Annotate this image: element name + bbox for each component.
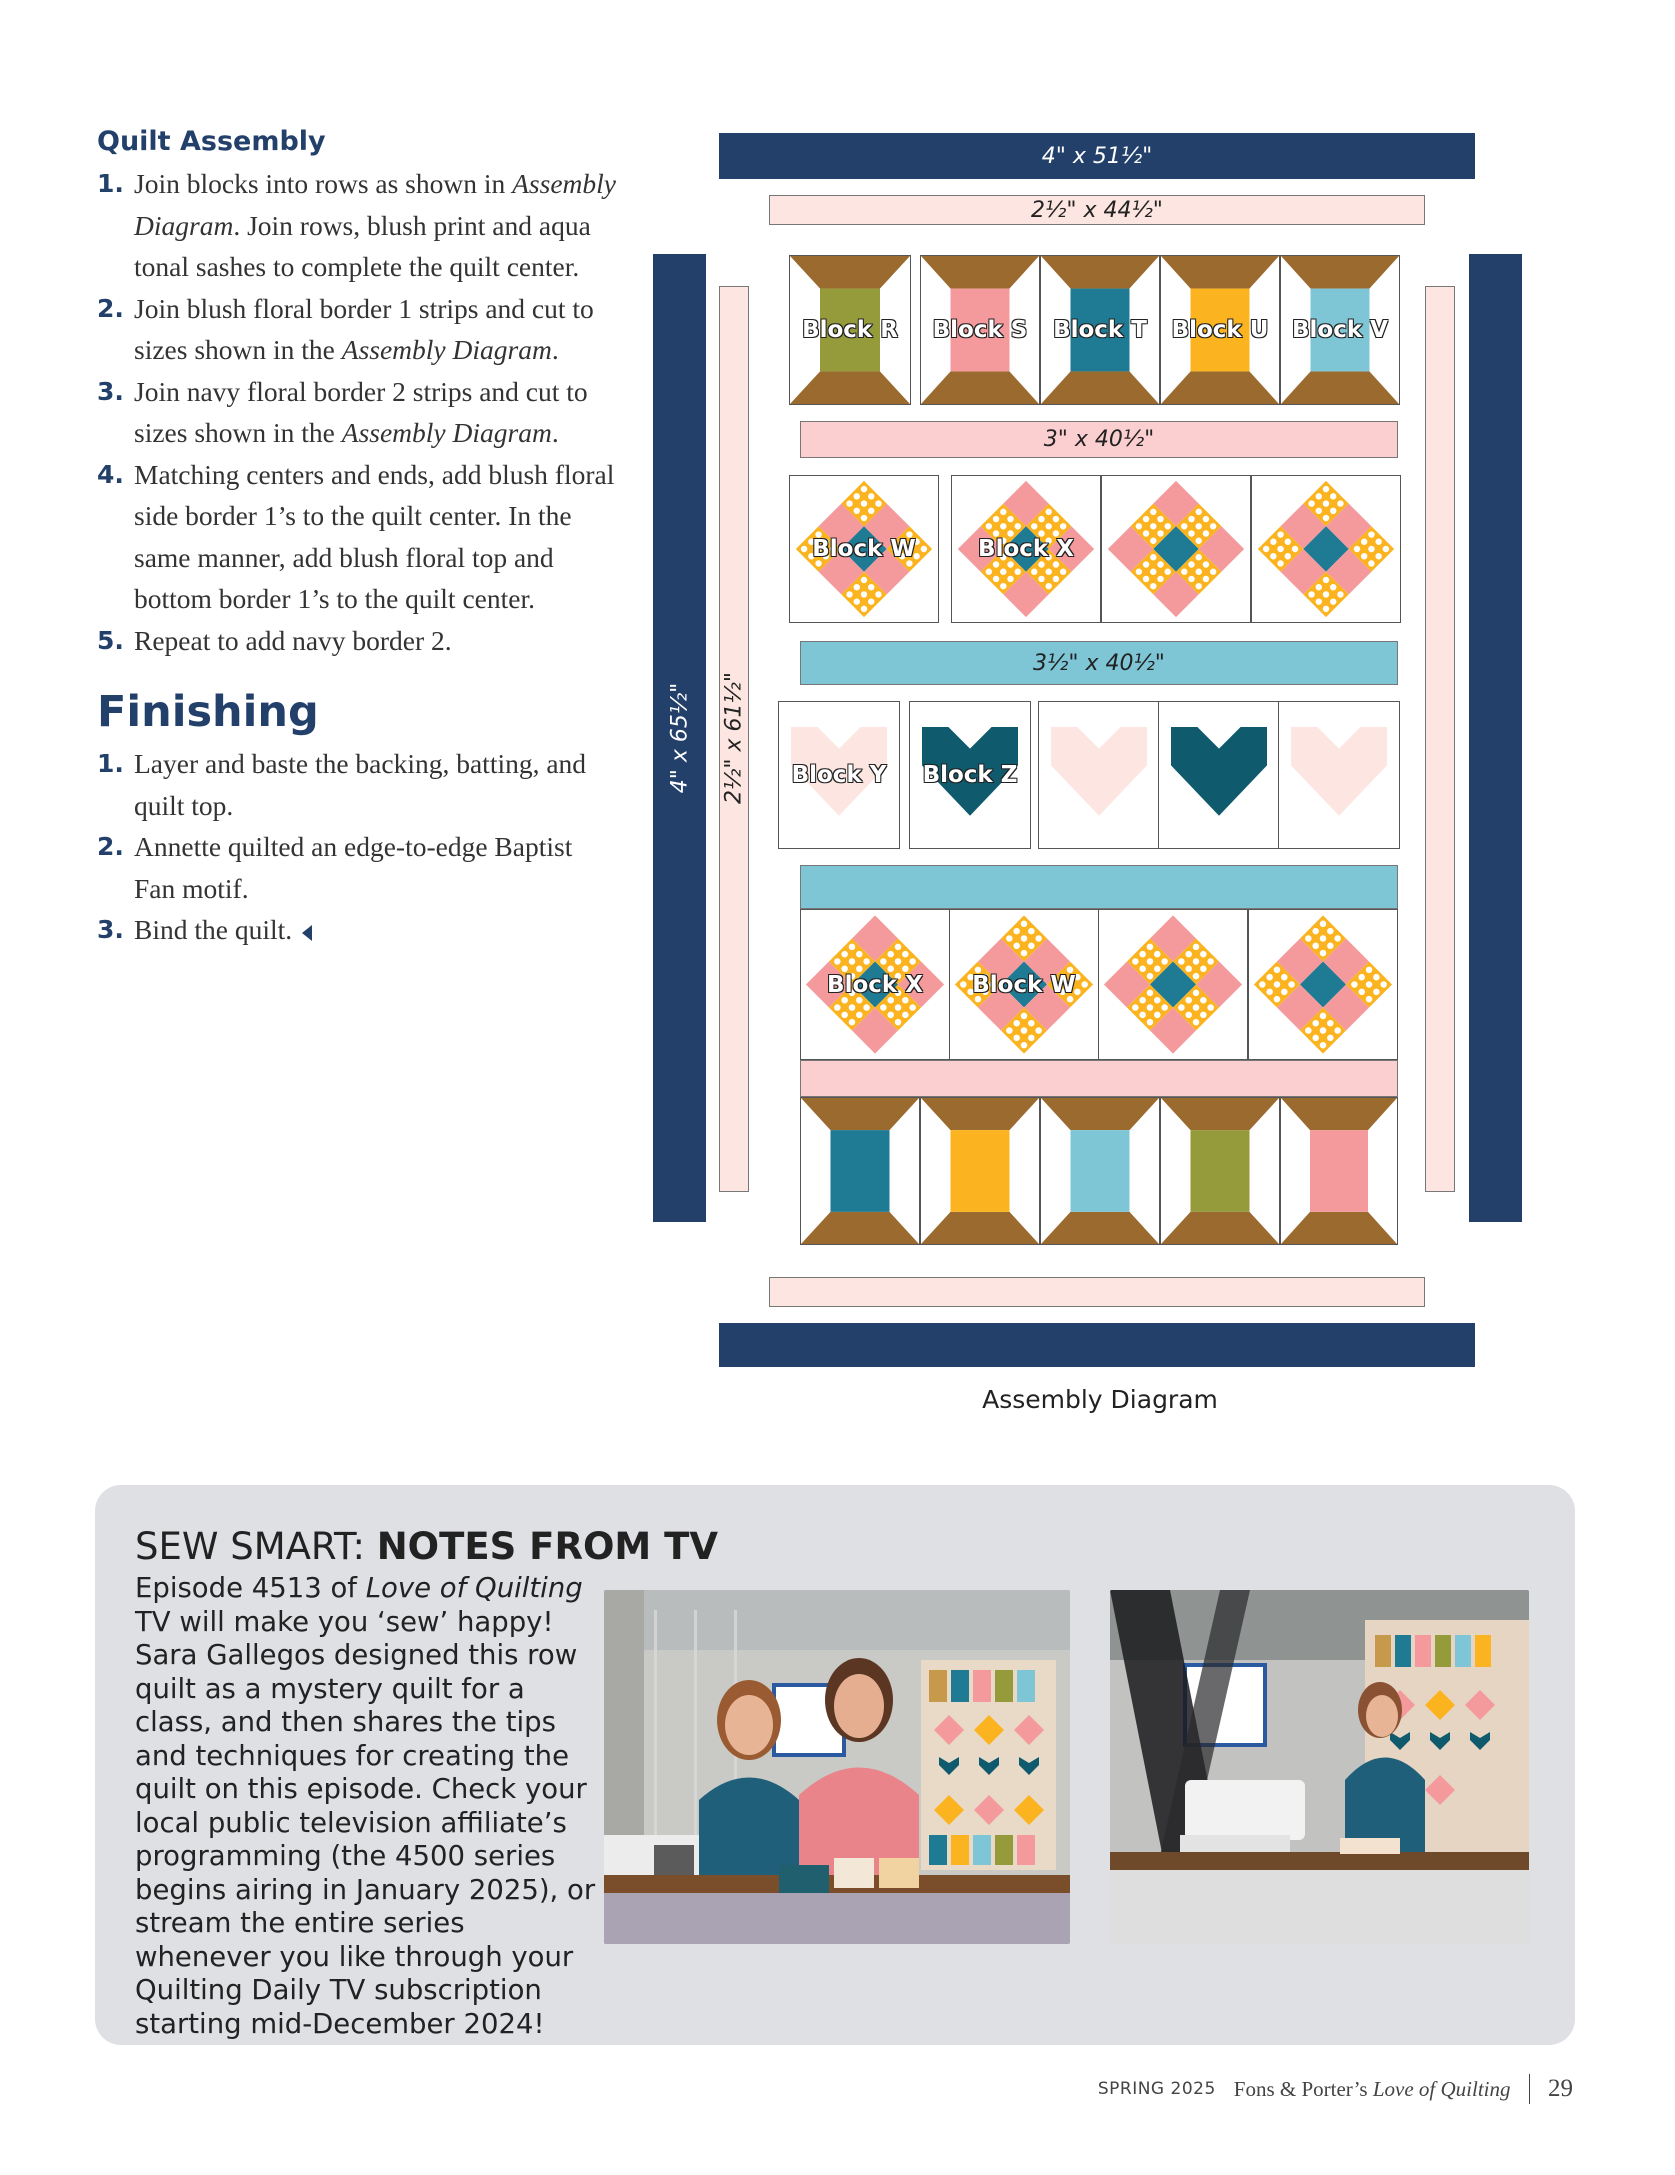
pink-sash-2: [800, 1060, 1398, 1097]
page-number: 29: [1548, 2075, 1573, 2102]
spool-block: [789, 255, 911, 405]
block-label: Block Y: [791, 762, 887, 788]
heart-block: [1038, 701, 1160, 849]
footer-magazine-title: Love of Quilting: [1372, 2076, 1511, 2101]
tv-studio-photo-sewing: [1110, 1590, 1529, 1944]
step-text: Annette quilted an edge-to-edge Baptist Fan motif.: [134, 831, 573, 904]
assembly-diagram: [650, 133, 1500, 1428]
footer-magazine-pre: Fons & Porter’s: [1233, 2076, 1373, 2101]
spool-block: [920, 255, 1040, 405]
quilt-assembly-heading: Quilt Assembly: [97, 126, 326, 157]
heart-block: [909, 701, 1031, 849]
block-label: Block W: [812, 536, 916, 562]
step-text: .: [551, 334, 559, 365]
aqua-sash-1: [800, 641, 1398, 685]
step-text: Assembly Diagram: [341, 334, 552, 365]
assembly-step: [97, 163, 617, 288]
step-number: 1.: [97, 169, 124, 198]
heart-block: [1158, 701, 1280, 849]
nine-patch-diamond-block: [789, 475, 939, 623]
spool-block: [1160, 255, 1280, 405]
step-text: Assembly Diagram: [134, 168, 616, 241]
footer-season: SPRING 2025: [1097, 2079, 1216, 2099]
nine-patch-diamond-block: [949, 909, 1099, 1060]
blush-bottom-border: [769, 1277, 1425, 1307]
spool-block: [1160, 1097, 1280, 1245]
spool-block: [1280, 1097, 1398, 1245]
sew-body-post: TV will make you ‘sew’ happy! Sara Gallegos designed this row quilt as a mystery quilt for a class, and then shares the tips and techniques for creating the quilt on this episode. Check your local public television affiliate’s programming (the 4500 series begins airing in January 2025), or stream the entire series whenever you like through your Quilting Daily TV subscription starting mid-December 2024!: [135, 1605, 596, 2040]
finishing-heading: Finishing: [97, 687, 319, 737]
aqua-sash-label: 3½" x 40½": [1033, 650, 1165, 676]
sew-smart-title-bold: NOTES FROM TV: [376, 1525, 718, 1568]
nine-patch-diamond-block: [1098, 909, 1248, 1060]
spool-block: [800, 1097, 920, 1245]
navy-top-border: [719, 133, 1475, 179]
step-number: 2.: [97, 832, 124, 861]
sew-body-pre: Episode 4513 of: [135, 1572, 366, 1604]
tv-studio-photo-hosts: [604, 1590, 1070, 1944]
heart-block: [1278, 701, 1400, 849]
block-label: Block Z: [922, 762, 1018, 788]
step-text: Join blush floral border 1 strips and cut to sizes shown in the: [134, 292, 594, 365]
navy-side-label: 4" x 65½": [667, 682, 693, 794]
step-text: .: [551, 417, 559, 448]
page-footer: [1098, 2072, 1573, 2106]
block-label: Block V: [1292, 317, 1388, 343]
block-label: Block W: [972, 971, 1076, 998]
spool-block: [1280, 255, 1400, 405]
finishing-step: [97, 826, 617, 909]
finishing-step: [97, 909, 617, 951]
heart-block: [778, 701, 900, 849]
tv-studio-photo-hosts-image: [604, 1590, 1070, 1944]
blush-top-label: 2½" x 44½": [1031, 197, 1163, 223]
block-label: Block R: [802, 317, 898, 343]
nine-patch-diamond-block: [951, 475, 1101, 623]
step-number: 3.: [97, 376, 124, 406]
instructions-column: [97, 126, 617, 951]
step-text: Join blocks into rows as shown in: [134, 168, 513, 199]
finishing-steps: [97, 743, 617, 951]
footer-magazine: [1234, 2077, 1511, 2102]
spool-block: [1040, 1097, 1160, 1245]
footer-separator: [1529, 2074, 1531, 2104]
sew-smart-title: [135, 1525, 718, 1568]
tv-studio-photo-sewing-image: [1110, 1590, 1529, 1944]
diagram-caption: Assembly Diagram: [982, 1385, 1218, 1414]
pink-sash-label: 3" x 40½": [1043, 427, 1155, 452]
assembly-step: [97, 454, 617, 620]
end-mark-icon: [302, 925, 312, 941]
spool-block: [1040, 255, 1160, 405]
block-label: Block T: [1053, 317, 1147, 343]
navy-right-border: [1469, 254, 1522, 1222]
blush-top-border: [769, 195, 1425, 225]
step-number: 4.: [97, 459, 124, 489]
sew-smart-title-light: SEW SMART:: [135, 1525, 377, 1568]
assembly-step: [97, 620, 617, 662]
nine-patch-diamond-block: [1248, 909, 1398, 1060]
finishing-step: [97, 743, 617, 826]
step-number: 5.: [97, 625, 124, 655]
step-number: 2.: [97, 293, 124, 323]
block-label: Block X: [827, 971, 923, 998]
step-text: Join navy floral border 2 strips and cut to sizes shown in the: [134, 375, 588, 448]
spool-block: [920, 1097, 1040, 1245]
block-label: Block U: [1171, 317, 1269, 343]
step-text: Repeat to add navy border 2.: [134, 624, 452, 656]
navy-top-label: 4" x 51½": [1041, 143, 1153, 169]
assembly-steps: [97, 163, 617, 661]
step-number: 1.: [97, 749, 124, 778]
navy-bottom-border: [719, 1323, 1475, 1367]
nine-patch-diamond-block: [1251, 475, 1401, 623]
nine-patch-diamond-block: [1101, 475, 1251, 623]
step-number: 3.: [97, 915, 124, 944]
assembly-step: [97, 288, 617, 371]
sew-smart-body: [135, 1572, 605, 2041]
step-text: . Join rows, blush print and aqua tonal sashes to complete the quilt center.: [134, 209, 591, 282]
step-text: Layer and baste the backing, batting, and quilt top.: [134, 748, 587, 821]
step-text: Bind the quilt.: [134, 914, 293, 945]
blush-right-border: [1425, 286, 1455, 1192]
block-label: Block S: [932, 317, 1028, 343]
sew-body-show-name: Love of Quilting: [365, 1572, 583, 1604]
pink-sash-1: [800, 421, 1398, 458]
step-text: Matching centers and ends, add blush floral side border 1’s to the quilt center. In the same manner, add blush floral top and bottom border 1’s to the quilt center.: [134, 458, 615, 614]
block-label: Block X: [978, 536, 1074, 562]
step-text: Assembly Diagram: [341, 417, 552, 448]
assembly-step: [97, 371, 617, 454]
blush-side-label: 2½" x 61½": [721, 672, 747, 804]
aqua-sash-2: [800, 865, 1398, 909]
nine-patch-diamond-block: [800, 909, 950, 1060]
